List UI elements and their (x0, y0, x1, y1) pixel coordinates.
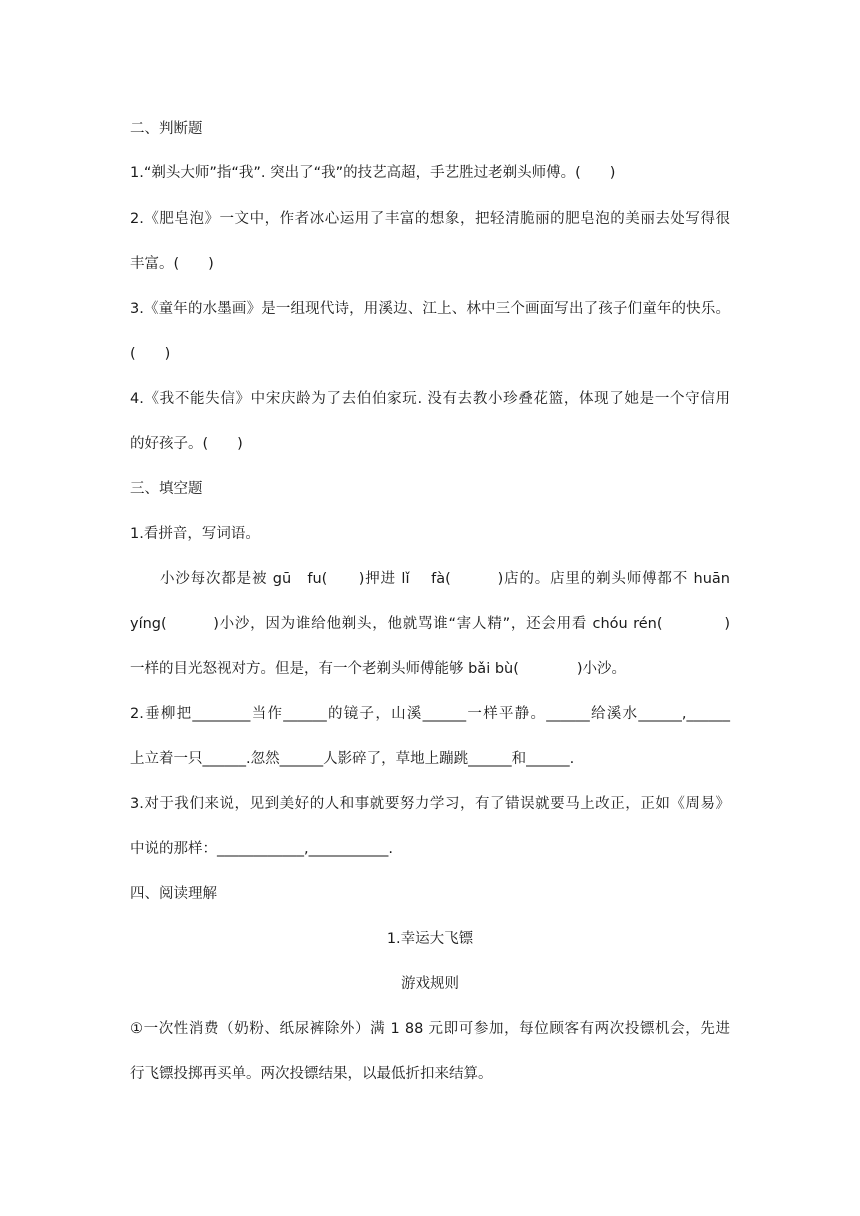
fill-question-1-line-2: yíng( )小沙，因为谁给他剃头，他就骂谁“害人精”，还会用看 chóu rén( ) (130, 616, 730, 632)
fill-question-2-line-2: 上立着一只______.忽然______人影碎了，草地上蹦跳______和______. (130, 751, 575, 767)
judgement-question-3-line-1: 3.《童年的水墨画》是一组现代诗，用溪边、江上、林中三个画面写出了孩子们童年的快乐。 (130, 301, 730, 317)
judgement-question-4-line-1: 4.《我不能失信》中宋庆龄为了去伯伯家玩. 没有去教小珍叠花篮，体现了她是一个守信用 (130, 391, 730, 407)
fill-question-1-title: 1.看拼音，写词语。 (130, 526, 260, 542)
fill-question-1-line-3: 一样的目光怒视对方。但是，有一个老剃头师傅能够 bǎi bù( )小沙。 (130, 661, 627, 677)
judgement-question-3-line-2: ( ) (130, 346, 171, 362)
section-heading-reading: 四、阅读理解 (130, 886, 217, 902)
judgement-question-4-line-2: 的好孩子。( ) (130, 436, 243, 452)
section-heading-fill-blank: 三、填空题 (130, 481, 203, 497)
rule-1-line-2: 行飞镖投掷再买单。两次投镖结果，以最低折扣来结算。 (130, 1066, 493, 1082)
fill-question-2-line-1: 2.垂柳把________当作______的镜子，山溪______一样平静。______给溪水______,______ (130, 706, 730, 722)
fill-question-3-line-1: 3.对于我们来说，见到美好的人和事就要努力学习，有了错误就要马上改正，正如《周易》 (130, 796, 730, 812)
judgement-question-1: 1.“剃头大师”指“我”. 突出了“我”的技艺高超，手艺胜过老剃头师傅。( ) (130, 165, 616, 181)
fill-question-3-line-2: 中说的那样：____________,___________. (130, 841, 393, 857)
passage-title: 1.幸运大飞镖 (386, 931, 474, 947)
rules-title: 游戏规则 (401, 976, 459, 992)
rule-1-line-1: ①一次性消费（奶粉、纸尿裤除外）满 1 88 元即可参加，每位顾客有两次投镖机会，先进 (130, 1021, 730, 1037)
section-heading-judgement: 二、判断题 (130, 121, 203, 137)
judgement-question-2-line-2: 丰富。( ) (130, 256, 214, 272)
fill-question-1-line-1: 小沙每次都是被 gū fu( )押进 lǐ fà( )店的。店里的剃头师傅都不 huān (160, 571, 730, 587)
judgement-question-2-line-1: 2.《肥皂泡》一文中，作者冰心运用了丰富的想象，把轻清脆丽的肥皂泡的美丽去处写得很 (130, 211, 730, 227)
